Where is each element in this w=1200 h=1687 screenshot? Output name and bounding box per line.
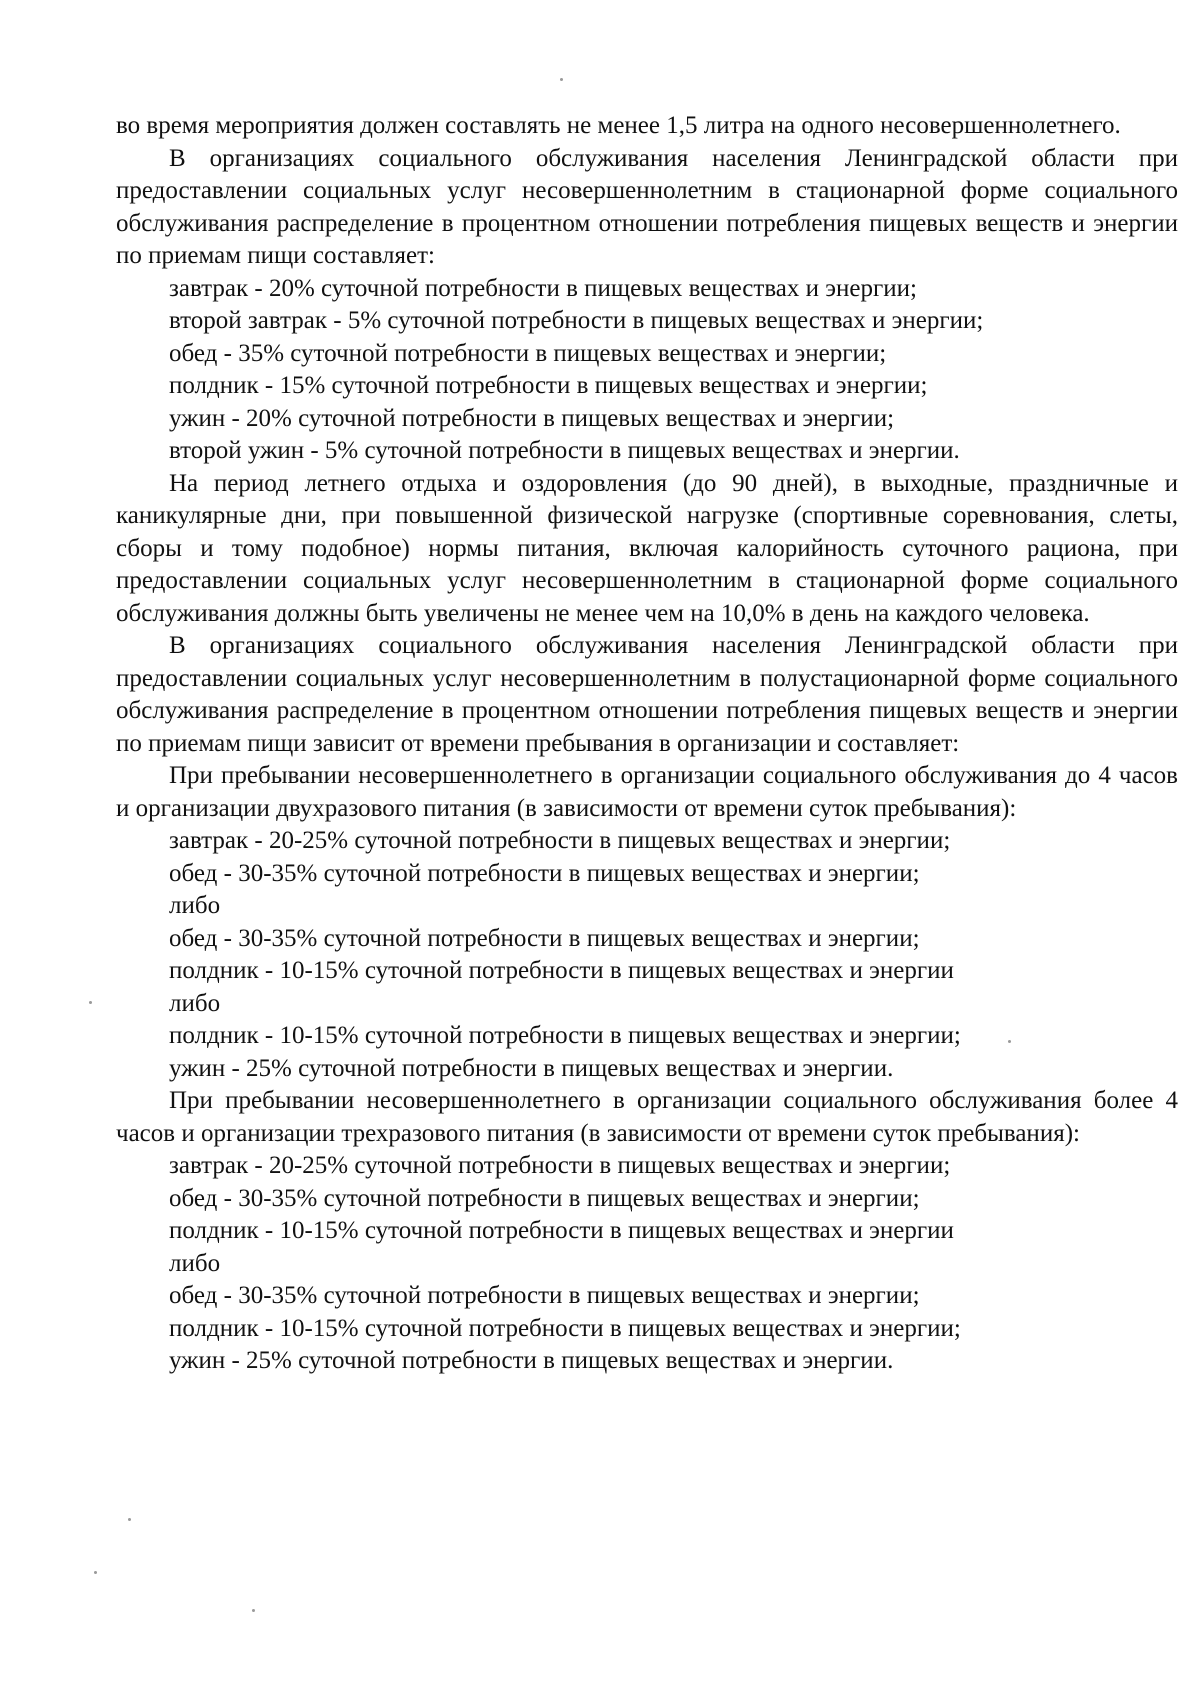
list-item: обед - 30-35% суточной потребности в пищевых веществах и энергии; <box>169 924 920 952</box>
list-item: ужин - 20% суточной потребности в пищевых веществах и энергии; <box>169 404 895 432</box>
paragraph: При пребывании несовершеннолетнего в организации социального обслуживания до 4 часов и организации двухразового питания (в зависимости от времени суток пребывания): <box>116 762 1178 822</box>
list-item: полдник - 10-15% суточной потребности в пищевых веществах и энергии <box>169 957 954 984</box>
list-item: ужин - 25% суточной потребности в пищевых веществах и энергии. <box>169 1347 894 1374</box>
paragraph: во время мероприятия должен составлять не менее 1,5 литра на одного несовершеннолетнего. <box>116 112 1121 139</box>
list-item: либо <box>169 892 221 919</box>
list-item: завтрак - 20-25% суточной потребности в пищевых веществах и энергии; <box>169 1152 951 1179</box>
list-item: полдник - 10-15% суточной потребности в пищевых веществах и энергии <box>169 1217 954 1244</box>
paragraph: В организациях социального обслуживания населения Ленинградской области при предоставлении социальных услуг несовершеннолетним в полустационарной форме социального обслуживания распределение в процентном отношении потребления пищевых веществ и энергии по приемам пищи зависит от времени пребывания в организации и составляет: <box>116 632 1178 757</box>
scan-speck <box>128 1518 131 1521</box>
list-item: либо <box>169 1249 221 1277</box>
scan-speck <box>1008 1040 1011 1043</box>
list-item: второй ужин - 5% суточной потребности в пищевых веществах и энергии. <box>169 437 960 464</box>
list-item: второй завтрак - 5% суточной потребности в пищевых веществах и энергии; <box>169 307 984 334</box>
paragraph: На период летнего отдыха и оздоровления (до 90 дней), в выходные, праздничные и каникулярные дни, при повышенной физической нагрузке (спортивные соревнования, слеты, сборы и тому подобное) нормы питания, включая калорийность суточного рациона, при предоставлении социальных услуг несовершеннолетним в стационарной форме социального обслуживания должны быть увеличены не менее чем на 10,0% в день на каждого человека. <box>116 469 1178 627</box>
list-item: обед - 30-35% суточной потребности в пищевых веществах и энергии; <box>169 859 920 887</box>
list-item: полдник - 10-15% суточной потребности в пищевых веществах и энергии; <box>169 1022 961 1049</box>
document-body <box>116 110 1178 1378</box>
paragraph: В организациях социального обслуживания населения Ленинградской области при предоставлении социальных услуг несовершеннолетним в стационарной форме социального обслуживания распределение в процентном отношении потребления пищевых веществ и энергии по приемам пищи составляет: <box>116 144 1178 269</box>
list-item: ужин - 25% суточной потребности в пищевых веществах и энергии. <box>169 1054 894 1082</box>
list-item: обед - 35% суточной потребности в пищевых веществах и энергии; <box>169 339 887 367</box>
list-item: полдник - 15% суточной потребности в пищевых веществах и энергии; <box>169 372 928 399</box>
list-item: полдник - 10-15% суточной потребности в пищевых веществах и энергии; <box>169 1314 961 1342</box>
scan-speck <box>252 1609 255 1612</box>
list-item: завтрак - 20% суточной потребности в пищевых веществах и энергии; <box>169 274 917 302</box>
list-item: завтрак - 20-25% суточной потребности в пищевых веществах и энергии; <box>169 827 951 854</box>
list-item: обед - 30-35% суточной потребности в пищевых веществах и энергии; <box>169 1184 920 1212</box>
list-item: обед - 30-35% суточной потребности в пищевых веществах и энергии; <box>169 1282 920 1309</box>
scan-speck <box>89 1001 92 1004</box>
list-item: либо <box>169 989 221 1017</box>
paragraph: При пребывании несовершеннолетнего в организации социального обслуживания более 4 часов и организации трехразового питания (в зависимости от времени суток пребывания): <box>116 1087 1178 1147</box>
scan-speck <box>560 78 563 81</box>
scan-speck <box>94 1571 97 1574</box>
